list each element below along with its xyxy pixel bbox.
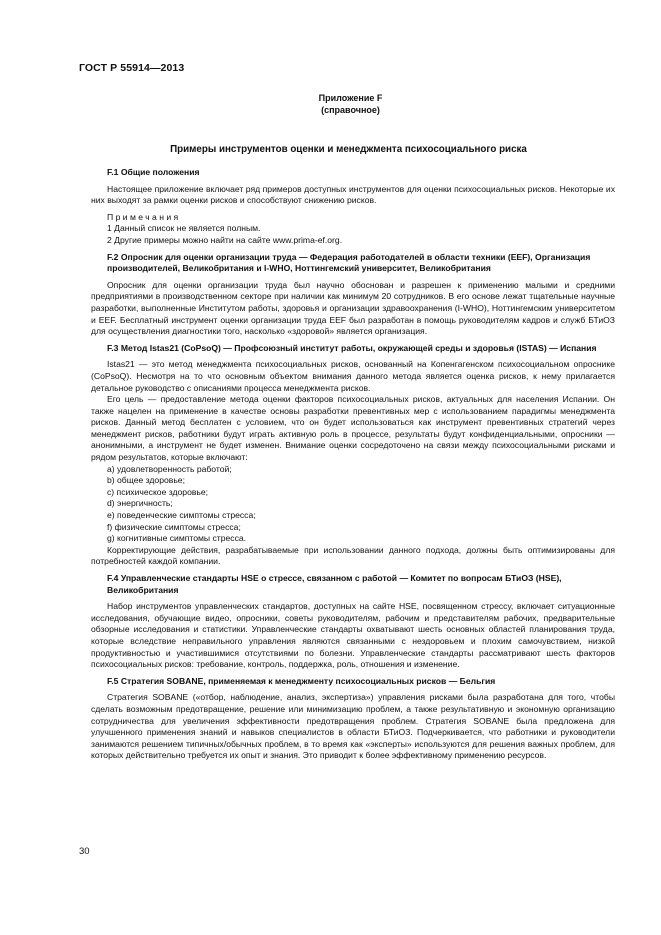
appendix-label: Приложение F xyxy=(318,93,383,103)
section-f3-paragraph-3: Корректирующие действия, разрабатываемые при использовании данного подхода, должны быть оптимизированы для потребностей каждой компании. xyxy=(91,544,615,567)
list-item: g) когнитивные симптомы стресса. xyxy=(107,533,247,544)
section-f1-heading: F.1 Общие положения xyxy=(107,167,200,177)
outcomes-list xyxy=(91,464,615,545)
section-f3-paragraph-1: Istas21 — это метод менеджмента психосоциальных рисков, основанный на Копенгагенском психосоциальном опроснике (CoPsoQ). Несмотря на то что основным объектом внимания данного метода является оценка рисков, к нему прилагается детальное руководство с описаниями процесса менеджмента рисков. xyxy=(91,359,615,393)
appendix-kind: (справочное) xyxy=(321,105,380,115)
list-item: b) общее здоровье; xyxy=(107,475,185,486)
list-item: d) энергичность; xyxy=(107,498,173,509)
document-id-header: ГОСТ Р 55914—2013 xyxy=(79,62,185,74)
list-item: c) психическое здоровье; xyxy=(107,486,209,497)
note-2: 2 Другие примеры можно найти на сайте www.prima-ef.org. xyxy=(107,234,343,245)
section-f5-paragraph: Стратегия SOBANE («отбор, наблюдение, анализ, экспертиза») управления рисками была разработана для того, чтобы сделать возможным предотвращение, решение или минимизацию проблем, а также результативную и экономную организацию сотрудничества для увеличения эффективности предотвращения проблем. Стратегия SOBANE была предложена для улучшенного применения знаний и навыков специалистов в области БТиОЗ. Подчеркивается, что работники и руководители занимаются решением типичных/обычных проблем, в то время как «эксперты» используются для решения важных проблем, для которых действительно требуется их опыт и знания. Это приводит к более эффективному применению ресурсов. xyxy=(91,692,615,761)
page-number: 30 xyxy=(79,846,90,857)
section-f3-heading: F.3 Метод Istas21 (CoPsoQ) — Профсоюзный институт работы, окружающей среды и здоровья (ISTAS) — Испания xyxy=(107,342,597,353)
appendix-heading xyxy=(0,92,661,116)
notes-title: Примечания xyxy=(107,211,181,222)
section-f2-heading: F.2 Опросник для оценки организации труда — Федерация работодателей в области техники (EEF), Организация производителей, Великобритания и I-WHO, Ноттингемский университет, Великобритания xyxy=(107,251,591,274)
section-f1-paragraph: Настоящее приложение включает ряд примеров доступных инструментов для оценки психосоциальных рисков. Некоторые их них выходят за рамки оценки рисков и способствуют снижению рисков. xyxy=(91,183,615,206)
section-f3-paragraph-2: Его цель — предоставление метода оценки факторов психосоциальных рисков, актуальных для населения Испании. Он также нацелен на применение в качестве основы разработки превентивных мер с использованием парадигмы менеджмента рисков. Данный метод бесплатен с условием, что он будет использоваться как инструмент превентивных стратегий через менеджмент рисков, работники будут играть активную роль в процессе, результаты будут конфиденциальными, опросники — анонимными, а инструмент не будет изменен. Внимание оценки сосредоточено на связи между психосоциальными рисками и рядом результатов, которые включают: xyxy=(91,394,615,463)
list-item: f) физические симптомы стресса; xyxy=(107,521,241,532)
section-f2-paragraph: Опросник для оценки организации труда был научно обоснован и разрешен к применению малыми и средними предприятиями в производственном секторе при наличии как минимум 20 сотрудников. В его основе лежат тщательные научные разработки, выполненные Институтом работы, здоровья и организации здравоохранения (I-WHO), Ноттингемским университетом и EEF. Бесплатный инструмент оценки организации труда EEF был разработан в помощь руководителям кадров и служб БТиОЗ для осуществления диагностики того, насколько «здоровой» является организация. xyxy=(91,279,615,337)
document-body xyxy=(91,167,615,762)
section-f4-heading: F.4 Управленческие стандарты HSE о стрессе, связанном с работой — Комитет по вопросам БТиОЗ (HSE), Великобритания xyxy=(107,573,562,595)
section-f4-paragraph: Набор инструментов управленческих стандартов, доступных на сайте HSE, посвященном стрессу, включает ситуационные исследования, обучающие видео, опросники, советы руководителям, рабочим и представителям рабочих, предварительные обзорные исследования и статистики. Управленческие стандарты охватывают шесть основных областей планирования труда, которые вследствие неправильного управления являются связанными с нездоровьем и плохим самочувствием, низкой продуктивностью и участившимися отсутствиями по болезни. Управленческие стандарты рассматривают шесть факторов психосоциальных рисков: требование, контроль, поддержка, роль, отношения и изменение. xyxy=(91,601,615,670)
list-item: e) поведенческие симптомы стресса; xyxy=(107,510,256,521)
section-f5-heading: F.5 Стратегия SOBANE, применяемая к менеджменту психосоциальных рисков — Бельгия xyxy=(107,675,496,686)
note-1: 1 Данный список не является полным. xyxy=(107,223,261,234)
page-title: Примеры инструментов оценки и менеджмента психосоциального риска xyxy=(170,144,527,155)
list-item: a) удовлетворенность работой; xyxy=(107,463,232,474)
